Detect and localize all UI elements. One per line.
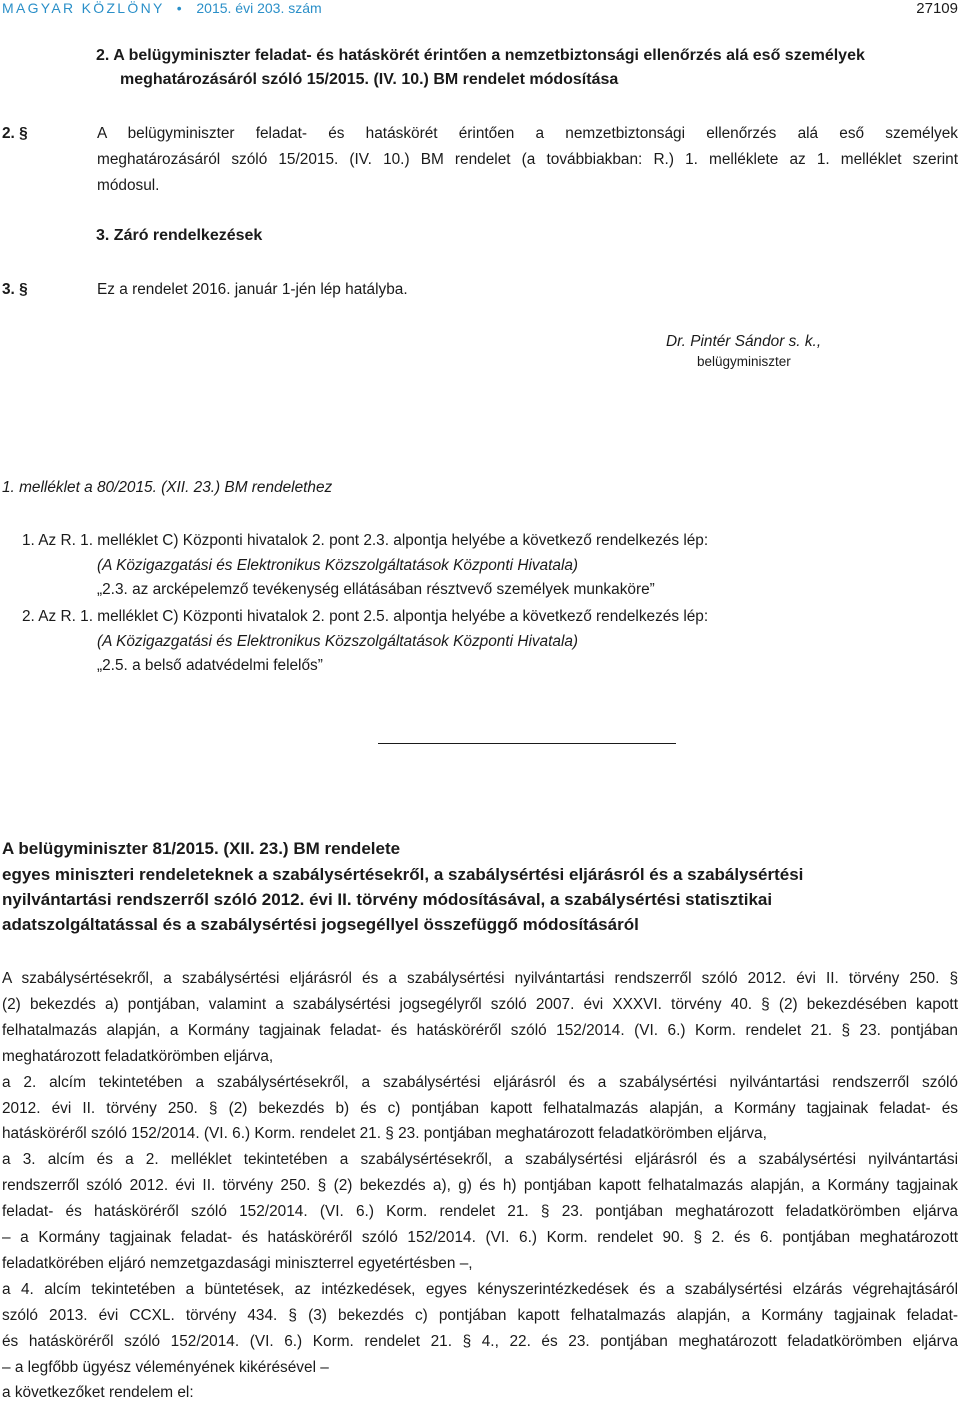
preamble-line: meghatározott feladatkörömben eljárva, <box>2 1047 274 1065</box>
separator-line <box>378 743 676 744</box>
preamble-line: feladat- és hatásköréről szóló 152/2014. (VI. 6.) Korm. rendelet 21. § 23. pontjában meghatározott feladatkörömben eljárva <box>2 1203 958 1221</box>
preamble-line: a következőket rendelem el: <box>2 1384 194 1402</box>
paragraph-text: meghatározásáról szóló 15/2015. (IV. 10.) BM rendelet (a továbbiakban: R.) 1. melléklete az 1. melléklet szerint <box>97 151 958 168</box>
preamble-line: – a Kormány tagjainak feladat- és hatásköréről szóló 152/2014. (VI. 6.) Korm. rendelet 90. § 2. és 6. pontjában meghatározott <box>2 1229 958 1246</box>
preamble-line: hatásköréről szóló 152/2014. (VI. 6.) Korm. rendelet 21. § 23. pontjában meghatározott feladatkörömben eljárva, <box>2 1125 767 1143</box>
preamble-line: szóló 2013. évi CCXL. törvény 434. § (3) bekezdés c) pontjában kapott felhatalmazás alapján, a Kormány tagjainak feladat- <box>2 1306 958 1324</box>
annex-item-context: (A Közigazgatási és Elektronikus Közszolgáltatások Központi Hivatala) <box>97 633 579 650</box>
annex-title: 1. melléklet a 80/2015. (XII. 23.) BM rendelethez <box>2 479 333 496</box>
section-heading-cont: meghatározásáról szóló 15/2015. (IV. 10.) BM rendelet módosítása <box>120 71 619 88</box>
preamble-line: (2) bekezdés a) pontjában, valamint a szabálysértési jogsegélyről szóló 2007. évi XXXVI. törvény 40. § (2) bekezdésében kapott <box>2 995 958 1013</box>
page-header <box>0 0 960 20</box>
signatory-title: belügyminiszter <box>697 354 791 369</box>
annex-item-context: (A Közigazgatási és Elektronikus Közszolgáltatások Központi Hivatala) <box>97 557 579 574</box>
preamble-line: felhatalmazás alapján, a Kormány tagjainak feladat- és hatásköréről szóló 152/2014. (VI. 6.) Korm. rendelet 21. § 23. pontjában <box>2 1021 958 1039</box>
paragraph-text: A belügyminiszter feladat- és hatáskörét érintően a nemzetbiztonsági ellenőrzés alá eső személyek <box>97 125 958 142</box>
decree-subtitle: egyes miniszteri rendeleteknek a szabálysértésekről, a szabálysértési eljárásról és a szabálysértési <box>2 865 804 884</box>
page-number: 27109 <box>916 0 958 17</box>
preamble-line: feladatkörében eljáró nemzetgazdasági miniszterrel egyetértésben –, <box>2 1254 473 1272</box>
gazette-running-title: MAGYAR KÖZLÖNY • 2015. évi 203. szám <box>2 0 322 16</box>
signatory-name: Dr. Pintér Sándor s. k., <box>666 333 822 350</box>
preamble-line: A szabálysértésekről, a szabálysértési eljárásról és a szabálysértési nyilvántartási rendszerről szóló 2012. évi II. törvény 250. § <box>2 970 958 987</box>
paragraph-text: módosul. <box>97 177 160 194</box>
preamble-line: a 3. alcím és a 2. melléklet tekintetében a szabálysértésekről, a szabálysértési eljárásról és a szabálysértési nyilvántartási <box>2 1151 958 1169</box>
paragraph-number: 2. § <box>2 125 28 142</box>
annex-item-text: „2.3. az arcképelemző tevékenység ellátásában résztvevő személyek munkaköre” <box>97 581 655 598</box>
annex-item-text: „2.5. a belső adatvédelmi felelős” <box>97 657 323 674</box>
section-heading: 3. Záró rendelkezések <box>96 227 263 244</box>
decree-title: A belügyminiszter 81/2015. (XII. 23.) BM rendelete <box>2 839 401 858</box>
preamble-line: 2012. évi II. törvény 250. § (2) bekezdés b) és c) pontjában kapott felhatalmazás alapján, a Kormány tagjainak feladat- és <box>2 1099 958 1117</box>
section-heading: 2. A belügyminiszter feladat- és hatáskörét érintően a nemzetbiztonsági ellenőrzés alá eső személyek <box>96 47 865 64</box>
preamble-line: – a legfőbb ügyész véleményének kikérésével – <box>2 1358 329 1376</box>
preamble-line: rendszerről szóló 2012. évi II. törvény 250. § (2) bekezdés a), g) és h) pontjában kapott felhatalmazás alapján, a Kormány tagjainak <box>2 1177 958 1195</box>
annex-item: 2. Az R. 1. melléklet C) Központi hivatalok 2. pont 2.5. alpontja helyébe a következő rendelkezés lép: <box>22 608 709 625</box>
decree-subtitle: nyilvántartási rendszerről szóló 2012. évi II. törvény módosításával, a szabálysértési statisztikai <box>2 890 773 909</box>
preamble-line: a 4. alcím tekintetében a büntetések, az intézkedések, egyes kényszerintézkedések és a szabálysértési elzárás végrehajtásáról <box>2 1280 958 1298</box>
decree-subtitle: adatszolgáltatással és a szabálysértési jogsegéllyel összefüggő módosításáról <box>2 915 639 934</box>
preamble-line: a 2. alcím tekintetében a szabálysértésekről, a szabálysértési eljárásról és a szabálysértési nyilvántartási rendszerről szóló <box>2 1073 958 1091</box>
paragraph-number: 3. § <box>2 281 28 298</box>
paragraph-text: Ez a rendelet 2016. január 1-jén lép hatályba. <box>97 281 408 298</box>
annex-item: 1. Az R. 1. melléklet C) Központi hivatalok 2. pont 2.3. alpontja helyébe a következő rendelkezés lép: <box>22 532 709 549</box>
preamble-line: és hatásköréről szóló 152/2014. (VI. 6.) Korm. rendelet 21. § 4., 22. és 23. pontjában meghatározott feladatkörömben eljárva <box>2 1332 958 1350</box>
